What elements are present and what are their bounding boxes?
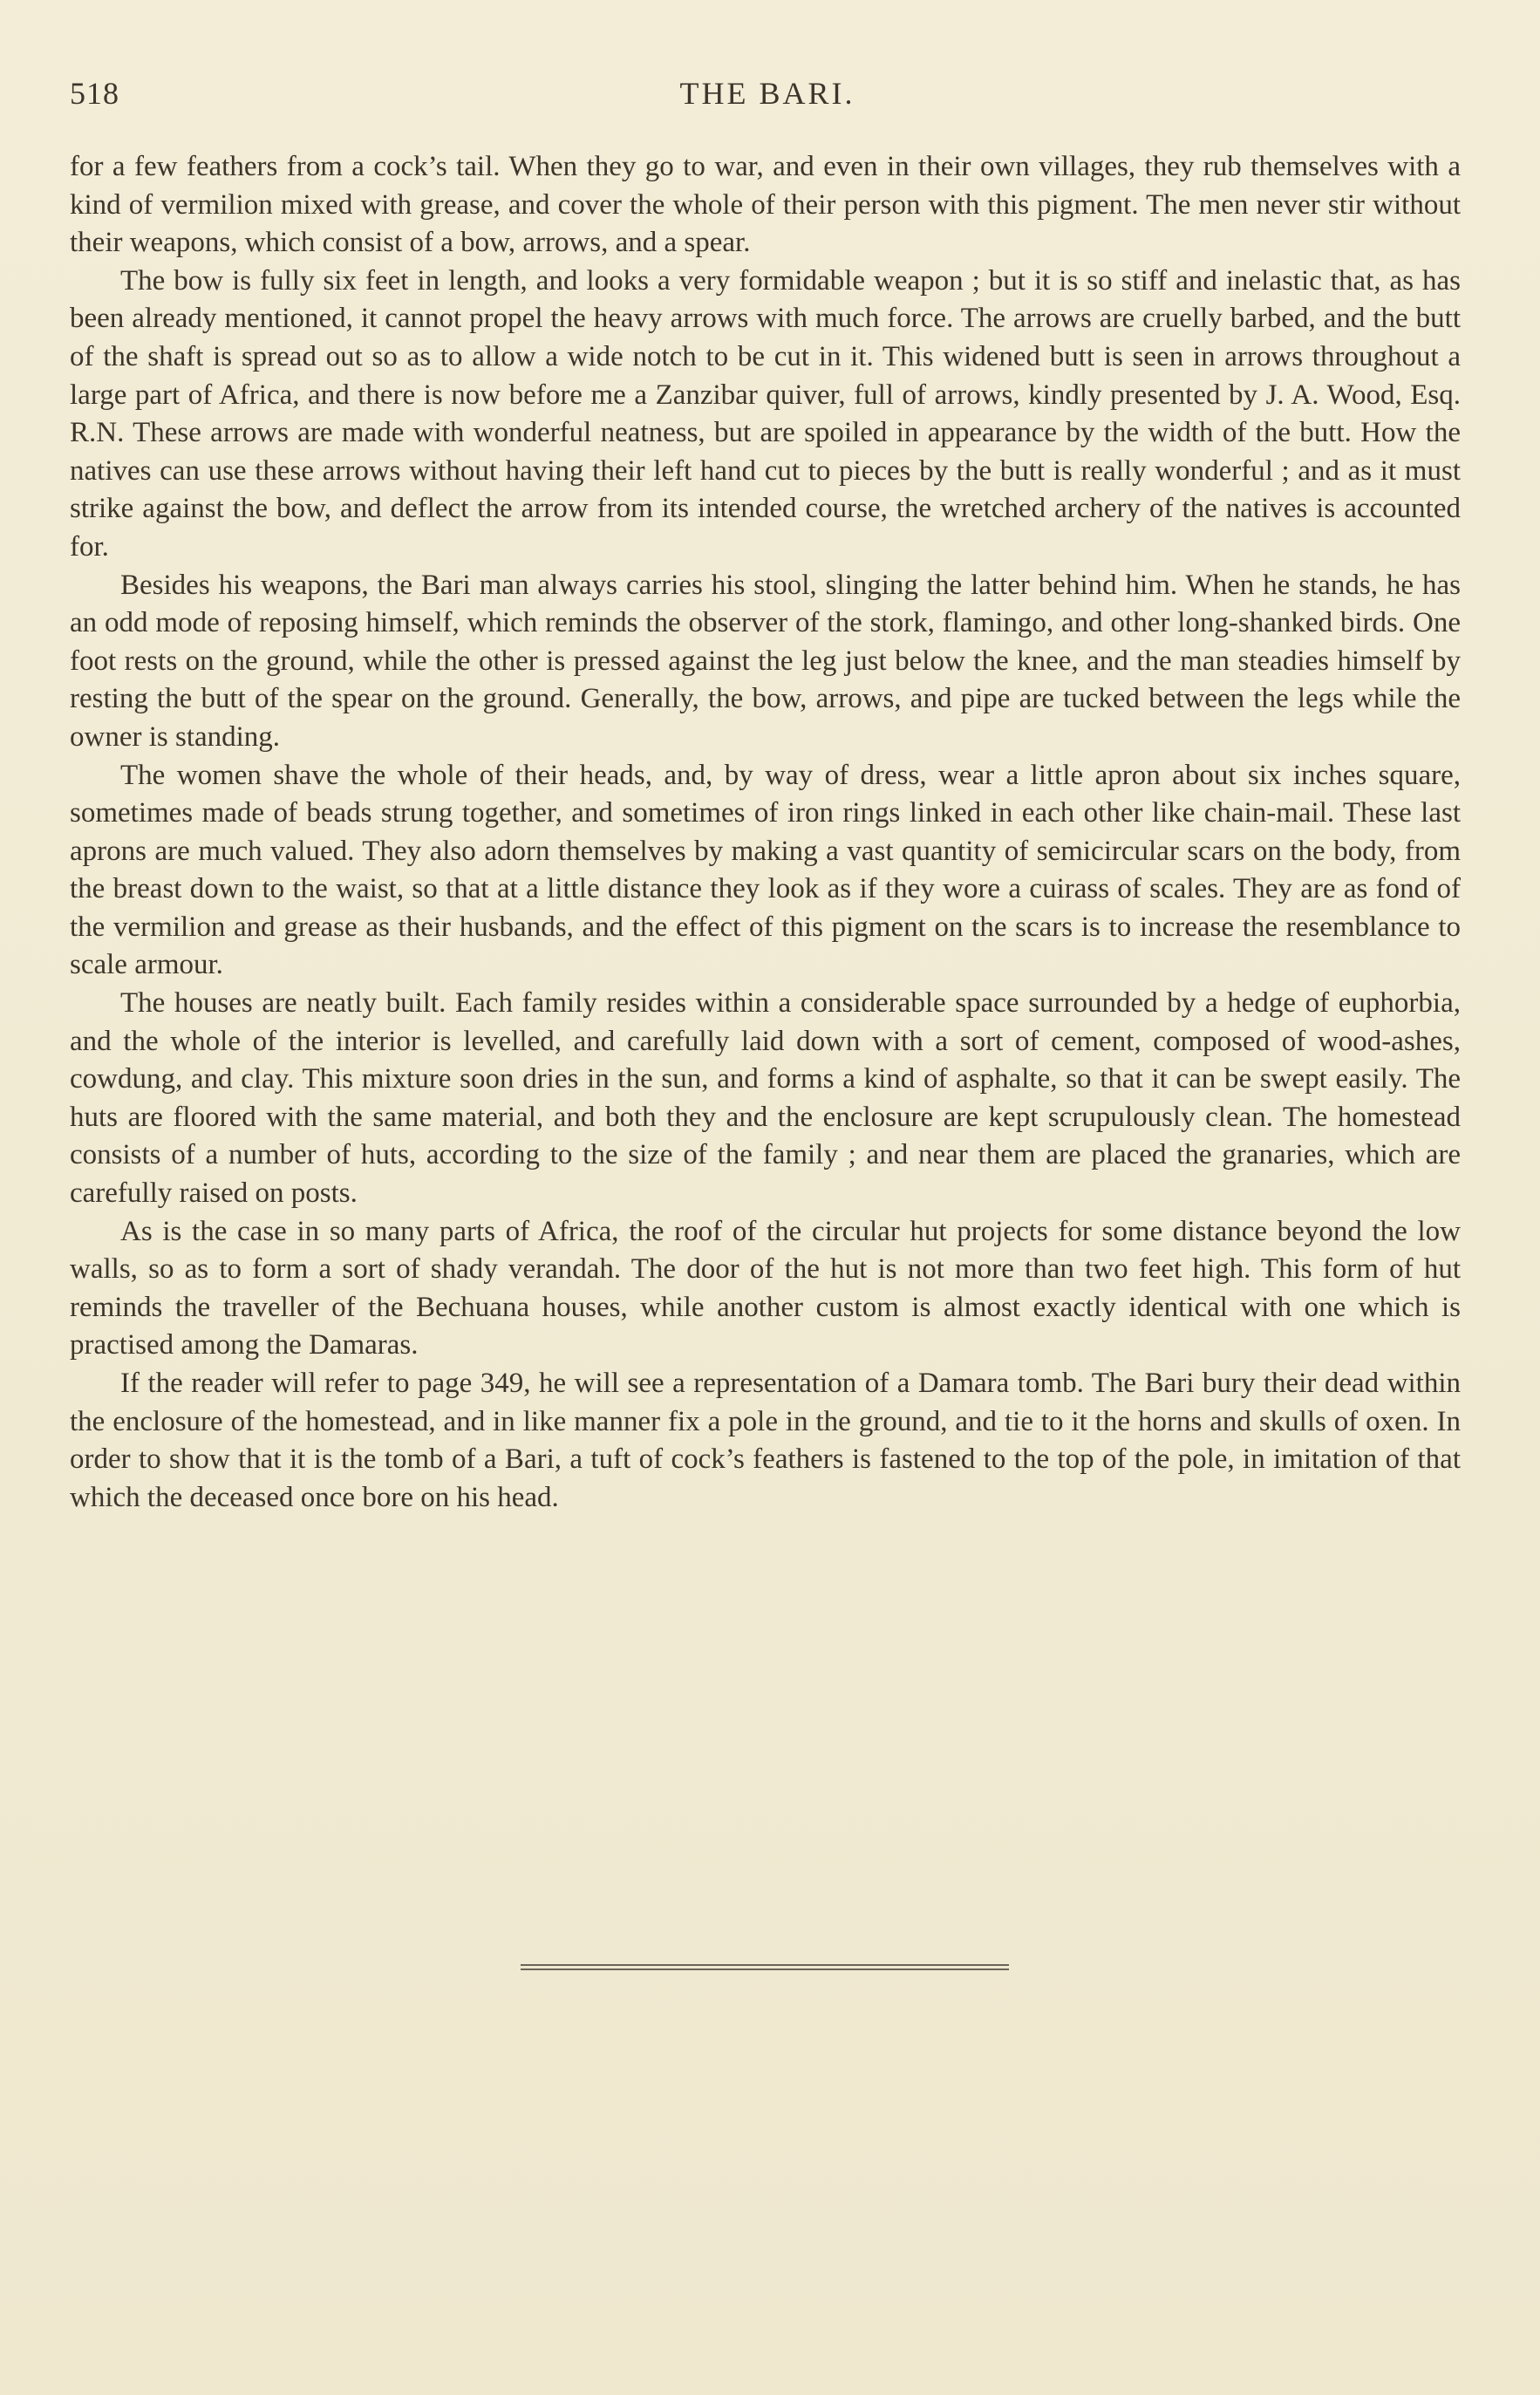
paragraph-tomb: If the reader will refer to page 349, he will see a representation of a Damara tomb. The Bari bury their dead within the enclosure of the homestead, and in like manner fix a pole in the ground, and tie to it the horns and skulls of oxen. In order to show that it is the tomb of a Bari, a tuft of cock’s feathers is fastened to the top of the pole, in imitation of that which the deceased once bore on his head. xyxy=(70,1368,1461,1513)
paragraph-continuation: for a few feathers from a cock’s tail. When they go to war, and even in their own villages, they rub themselves with a kind of vermilion mixed with grease, and cover the whole of their person with this pigment. The men never stir without their weapons, which consist of a bow, arrows, and a spear. xyxy=(70,151,1461,259)
chapter-end-rule xyxy=(521,1964,1009,1970)
paragraph-stool: Besides his weapons, the Bari man always carries his stool, slinging the latter behind him. When he stands, he has an odd mode of reposing himself, which reminds the observer of the stork, flamingo, and other long-shanked birds. One foot rests on the ground, while the other is pressed against the leg just below the knee, and the man steadies himself by resting the butt of the spear on the ground. Generally, the bow, arrows, and pipe are tucked between the legs while the owner is standing. xyxy=(70,569,1461,753)
paragraph-houses: The houses are neatly built. Each family resides within a considerable space surrounded by a hedge of euphorbia, and the whole of the interior is levelled, and carefully laid down with a sort of cement, composed of wood-ashes, cowdung, and clay. This mixture soon dries in the sun, and forms a kind of asphalte, so that it can be swept easily. The huts are floored with the same material, and both they and the enclosure are kept scrupulously clean. The homestead consists of a number of huts, according to the size of the family ; and near them are placed the granaries, which are carefully raised on posts. xyxy=(70,987,1461,1210)
paragraph-bow: The bow is fully six feet in length, and looks a very formidable weapon ; but it is so stiff and inelastic that, as has been already mentioned, it cannot propel the heavy arrows with much force. The arrows are cruelly barbed, and the butt of the shaft is spread out so as to allow a wide notch to be cut in it. This widened butt is seen in arrows throughout a large part of Africa, and there is now before me a Zanzibar quiver, full of arrows, kindly presented by J. A. Wood, Esq. R.N. These arrows are made with wonderful neatness, but are spoiled in appearance by the width of the butt. How the natives can use these arrows without having their left hand cut to pieces by the butt is really wonderful ; and as it must strike against the bow, and deflect the arrow from its intended course, the wretched archery of the natives is accounted for. xyxy=(70,264,1461,563)
paragraph-women: The women shave the whole of their heads, and, by way of dress, wear a little apron about six inches square, sometimes made of beads strung together, and sometimes of iron rings linked in each other like chain-mail. These last aprons are much valued. They also adorn themselves by making a vast quantity of semicircular scars on the body, from the breast down to the waist, so that at a little distance they look as if they wore a cuirass of scales. They are as fond of the vermilion and grease as their husbands, and the effect of this pigment on the scars is to increase the resemblance to scale armour. xyxy=(70,759,1461,981)
running-head xyxy=(70,75,1465,119)
paragraph-roof: As is the case in so many parts of Africa, the roof of the circular hut projects for some distance beyond the low walls, so as to form a sort of shady verandah. The door of the hut is not more than two feet high. This form of hut reminds the traveller of the Bechuana houses, while another custom is almost exactly identical with one which is practised among the Damaras. xyxy=(70,1215,1461,1361)
running-title: THE BARI. xyxy=(679,76,855,111)
body-text xyxy=(70,148,1461,1517)
page-number: 518 xyxy=(70,76,119,111)
